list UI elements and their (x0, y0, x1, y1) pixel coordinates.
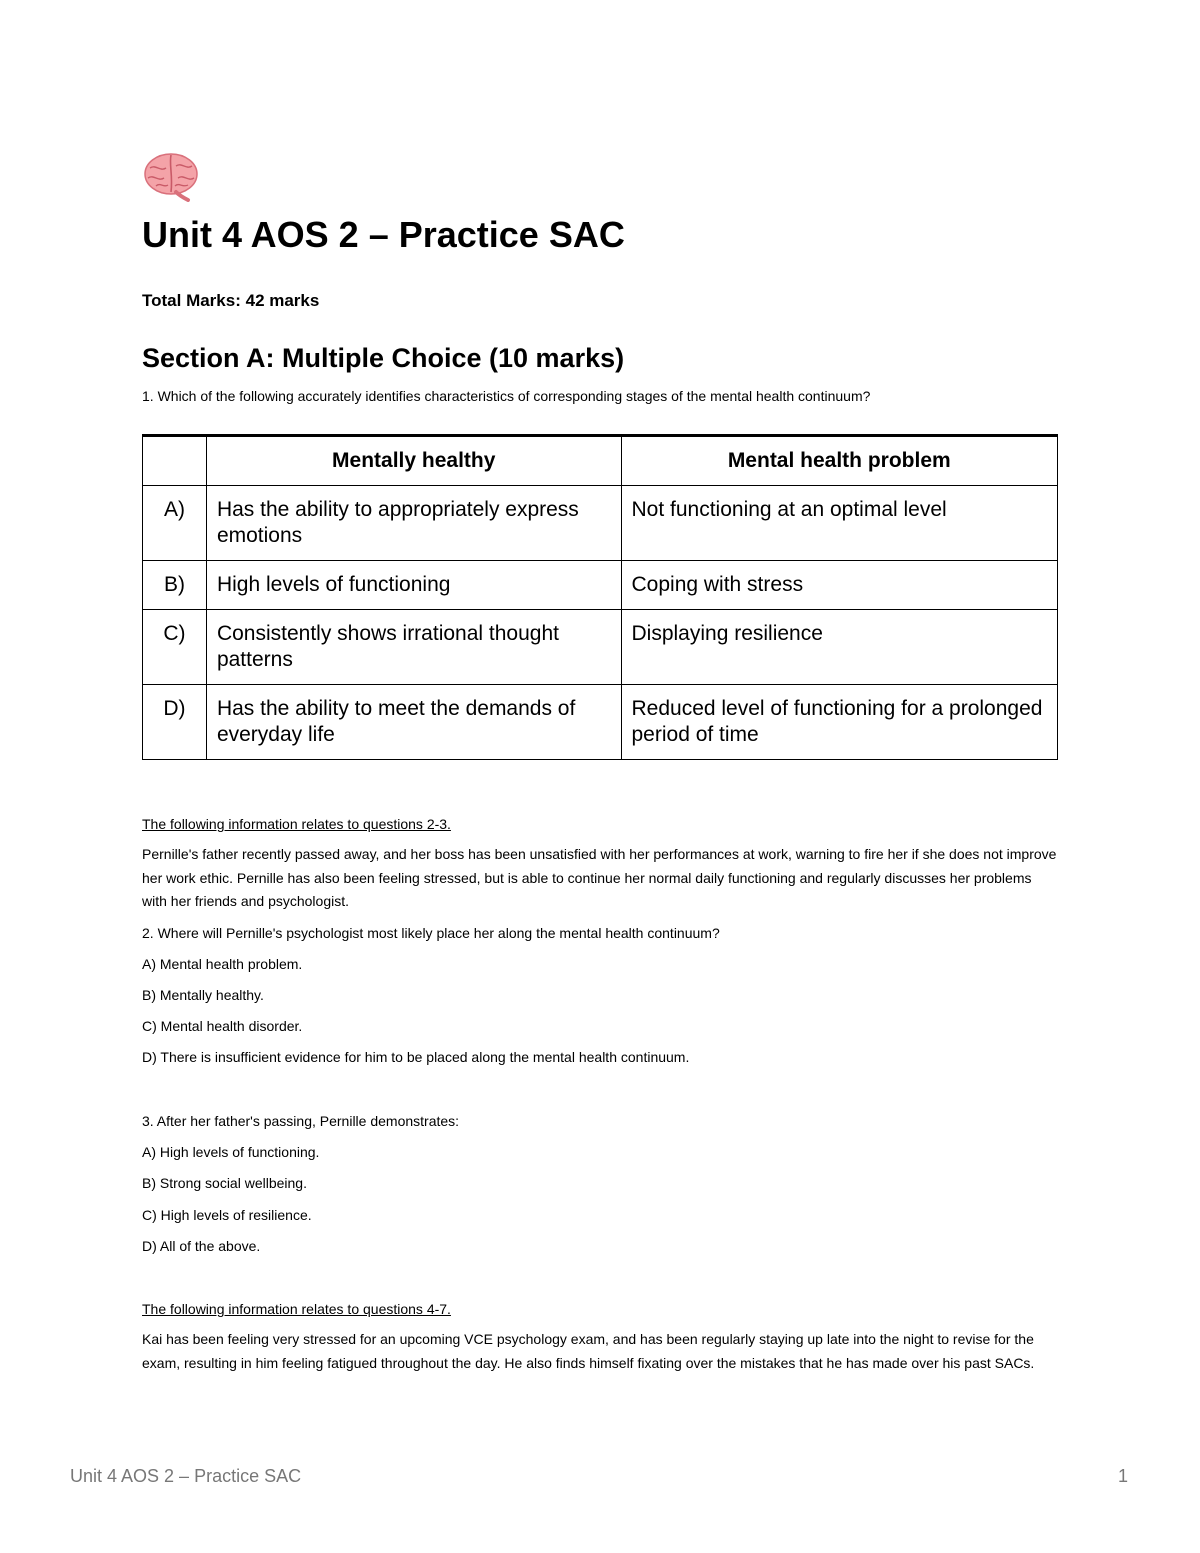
cell-problem: Coping with stress (621, 561, 1058, 610)
page-title: Unit 4 AOS 2 – Practice SAC (142, 214, 625, 255)
question-2: 2. Where will Pernille's psychologist most likely place her along the mental health continuum? (142, 925, 720, 941)
question-3: 3. After her father's passing, Pernille demonstrates: (142, 1113, 460, 1129)
table-row (143, 685, 1058, 760)
question-2-option-b: B) Mentally healthy. (142, 987, 264, 1003)
brain-icon (142, 150, 200, 202)
table-row (143, 610, 1058, 685)
info-text-2-3: Pernille's father recently passed away, and her boss has been unsatisfied with her performances at work, warning to fire her if she does not improve her work ethic. Pernille has also been feeling stressed, but is able to continue her normal daily functioning and regularly discusses her problems with her friends and psychologist. (142, 846, 1057, 909)
question-1: 1. Which of the following accurately identifies characteristics of corresponding stages of the mental health continuum? (142, 388, 871, 404)
table-row (143, 486, 1058, 561)
question-3-option-a: A) High levels of functioning. (142, 1144, 320, 1160)
table-header-healthy: Mentally healthy (206, 436, 621, 486)
cell-problem: Reduced level of functioning for a prolonged period of time (621, 685, 1058, 760)
option-letter: B) (143, 561, 207, 610)
page-number: 1 (1118, 1466, 1129, 1486)
total-marks-value: 42 marks (245, 291, 320, 310)
question-3-option-c: C) High levels of resilience. (142, 1207, 312, 1223)
info-text-4-7: Kai has been feeling very stressed for an upcoming VCE psychology exam, and has been regularly staying up late into the night to revise for the exam, resulting in him feeling fatigued throughout the day. He also finds himself fixating over the mistakes that he has made over his past SACs. (142, 1331, 1035, 1371)
option-letter: D) (143, 685, 207, 760)
section-a-heading: Section A: Multiple Choice (10 marks) (142, 343, 625, 373)
cell-problem: Not functioning at an optimal level (621, 486, 1058, 561)
cell-healthy: Has the ability to appropriately express emotions (206, 486, 621, 561)
table-row (143, 561, 1058, 610)
cell-healthy: Consistently shows irrational thought patterns (206, 610, 621, 685)
option-letter: C) (143, 610, 207, 685)
total-marks (142, 291, 319, 311)
question-2-option-d: D) There is insufficient evidence for him to be placed along the mental health continuum. (142, 1049, 690, 1065)
question-2-option-c: C) Mental health disorder. (142, 1018, 303, 1034)
cell-problem: Displaying resilience (621, 610, 1058, 685)
footer-title: Unit 4 AOS 2 – Practice SAC (70, 1466, 302, 1486)
table-header-problem: Mental health problem (621, 436, 1058, 486)
info-heading-4-7: The following information relates to questions 4-7. (142, 1301, 451, 1317)
question-2-option-a: A) Mental health problem. (142, 956, 303, 972)
cell-healthy: High levels of functioning (206, 561, 621, 610)
question-3-option-d: D) All of the above. (142, 1238, 261, 1254)
cell-healthy: Has the ability to meet the demands of everyday life (206, 685, 621, 760)
question-1-table (142, 434, 1058, 760)
total-marks-label: Total Marks: (142, 291, 241, 310)
info-heading-2-3: The following information relates to questions 2-3. (142, 816, 451, 832)
table-header-empty (143, 436, 207, 486)
table-header-row (143, 436, 1058, 486)
question-3-option-b: B) Strong social wellbeing. (142, 1175, 307, 1191)
option-letter: A) (143, 486, 207, 561)
